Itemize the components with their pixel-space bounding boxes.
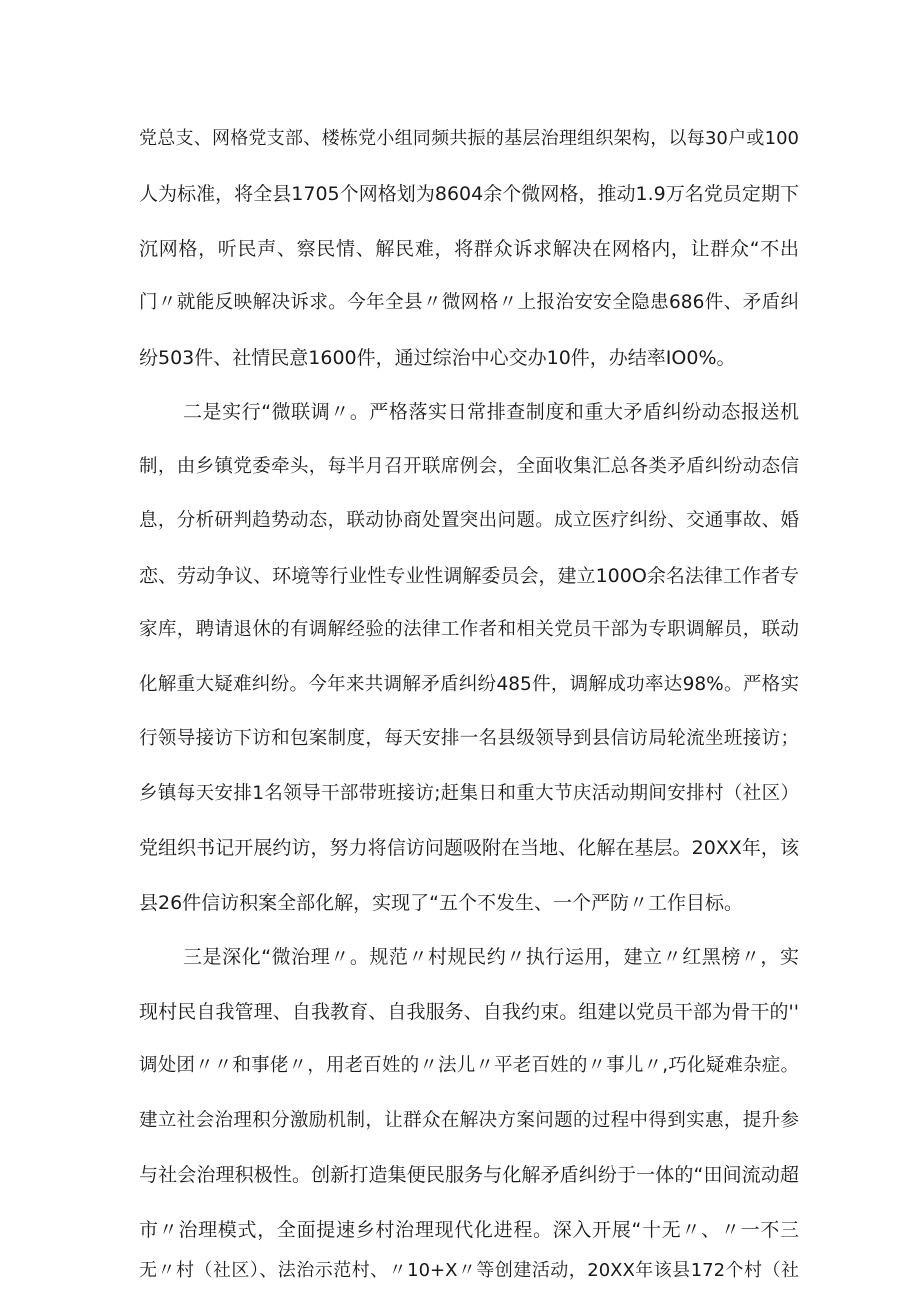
paragraph-line: 家库，聘请退休的有调解经验的法律工作者和相关党员干部为专职调解员，联动 [139, 619, 799, 640]
paragraph-line: 制，由乡镇党委牵头，每半月召开联席例会，全面收集汇总各类矛盾纠纷动态信 [139, 456, 799, 477]
paragraph-line: 与社会治理积极性。创新打造集便民服务与化解矛盾纠纷于一体的“田间流动超 [139, 1164, 799, 1186]
paragraph-line: 门〃就能反映解决诉求。今年全县〃微网格〃上报治安安全隐患686件、矛盾纠 [139, 292, 799, 313]
paragraph-line: 人为标准，将全县1705个网格划为8604余个微网格，推动1.9万名党员定期下 [139, 183, 799, 205]
paragraph-line: 恋、劳动争议、环境等行业性专业性调解委员会，建立100O余名法律工作者专 [139, 565, 799, 587]
paragraph-line: 党总支、网格党支部、楼栋党小组同频共振的基层治理组织架构，以每30户或100 [139, 128, 799, 149]
paragraph-line: 纷503件、社情民意1600件，通过综治中心交办10件，办结率IO0%。 [139, 347, 736, 369]
paragraph-line: 沉网格，听民声、察民情、解民难，将群众诉求解决在网格内，让群众“不出 [139, 238, 799, 260]
paragraph-line: 无〃村（社区）、法治示范村、〃10+X〃等创建活动，20XX年该县172个村（社 [139, 1260, 799, 1281]
paragraph-line: 二是实行“微联调〃。严格落实日常排查制度和重大矛盾纠纷动态报送机 [183, 401, 799, 423]
paragraph-line: 化解重大疑难纠纷。今年来共调解矛盾纠纷485件，调解成功率达98%。严格实 [139, 674, 799, 695]
paragraph-line: 息，分析研判趋势动态，联动协商处置突出问题。成立医疗纠纷、交通事故、婚 [139, 510, 799, 531]
paragraph-line: 县26件信访积案全部化解，实现了“五个不发生、一个严防〃工作目标。 [139, 892, 744, 914]
paragraph-line: 市〃治理模式，全面提速乡村治理现代化进程。深入开展“十无〃、〃一不三 [139, 1219, 799, 1241]
paragraph-line: 三是深化“微治理〃。规范〃村规民约〃执行运用，建立〃红黑榜〃，实 [183, 946, 799, 968]
paragraph-line: 现村民自我管理、自我教育、自我服务、自我约束。组建以党员干部为骨干的'' [139, 1001, 799, 1023]
paragraph-line: 乡镇每天安排1名领导干部带班接访;赶集日和重大节庆活动期间安排村（社区） [139, 783, 799, 804]
paragraph-line: 调处团〃〃和事佬〃，用老百姓的〃法儿〃平老百姓的〃事儿〃,巧化疑难杂症。 [139, 1055, 799, 1076]
paragraph-line: 行领导接访下访和包案制度，每天安排一名县级领导到县信访局轮流坐班接访； [139, 728, 799, 749]
paragraph-line: 建立社会治理积分激励机制，让群众在解决方案问题的过程中得到实惠，提升参 [139, 1110, 799, 1131]
paragraph-line: 党组织书记开展约访，努力将信访问题吸附在当地、化解在基层。20XX年，该 [139, 837, 799, 859]
